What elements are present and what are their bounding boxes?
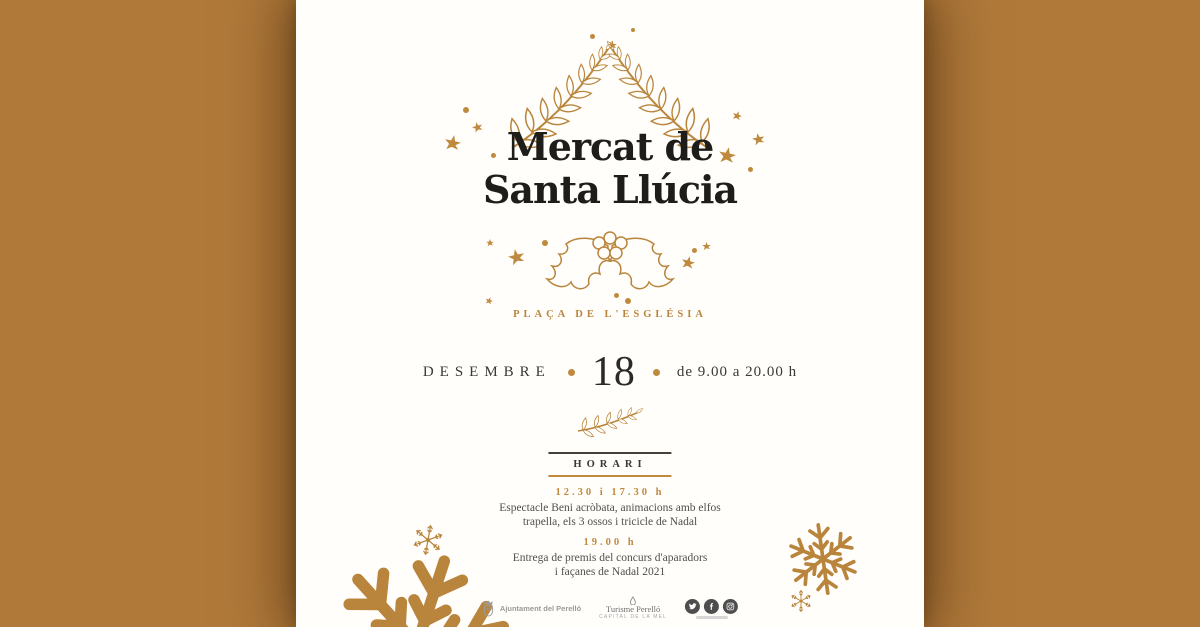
twitter-icon [685, 599, 700, 614]
holly-icon [520, 228, 700, 312]
bullet-icon [568, 369, 575, 376]
star-icon [702, 242, 711, 251]
star-icon [732, 111, 742, 121]
description-line: Espectacle Beni acròbata, animacions amb elfos [499, 502, 721, 514]
date-row [296, 349, 924, 395]
schedule-time: 12.30 i 17.30 h [555, 487, 665, 498]
ajuntament-label: Ajuntament del Perelló [499, 604, 582, 614]
description-line: trapella, els 3 ossos i tricicle de Nadal [522, 516, 698, 529]
location-label: PLAÇA DE L'ESGLÉSIA [513, 309, 707, 320]
star-icon [486, 239, 494, 247]
branch-divider-icon [575, 401, 645, 441]
turisme-logo [599, 596, 667, 621]
schedule-heading: HORARI [548, 452, 671, 477]
facebook-icon [704, 599, 719, 614]
bullet-icon [653, 369, 660, 376]
turisme-tagline: CAPITAL DE LA MEL [599, 614, 668, 621]
footer [482, 596, 738, 621]
social-icons [685, 599, 738, 619]
title-line1: Mercat de [506, 124, 714, 169]
snowflake-icon [788, 588, 814, 614]
description-line: Entrega de premis del concurs d'aparadors [512, 552, 708, 564]
crest-icon [482, 599, 495, 618]
dot-icon [631, 28, 635, 32]
hours-label: de 9.00 a 20.00 h [676, 363, 798, 380]
social-icon-row [685, 599, 738, 614]
star-icon [608, 41, 617, 50]
day-number: 18 [591, 349, 636, 395]
page-title [296, 126, 924, 211]
dot-icon [463, 107, 469, 113]
turisme-label: Turisme Perelló [606, 604, 661, 615]
social-caption [696, 616, 728, 619]
schedule-time: 19.00 h [583, 537, 637, 548]
instagram-icon [723, 599, 738, 614]
ajuntament-logo [482, 599, 581, 618]
description-line: i façanes de Nadal 2021 [554, 566, 666, 579]
dot-icon [590, 34, 595, 39]
star-icon [485, 297, 493, 305]
title-line2: Santa Llúcia [482, 166, 738, 212]
month-label: DESEMBRE [422, 363, 551, 380]
poster [296, 0, 924, 627]
